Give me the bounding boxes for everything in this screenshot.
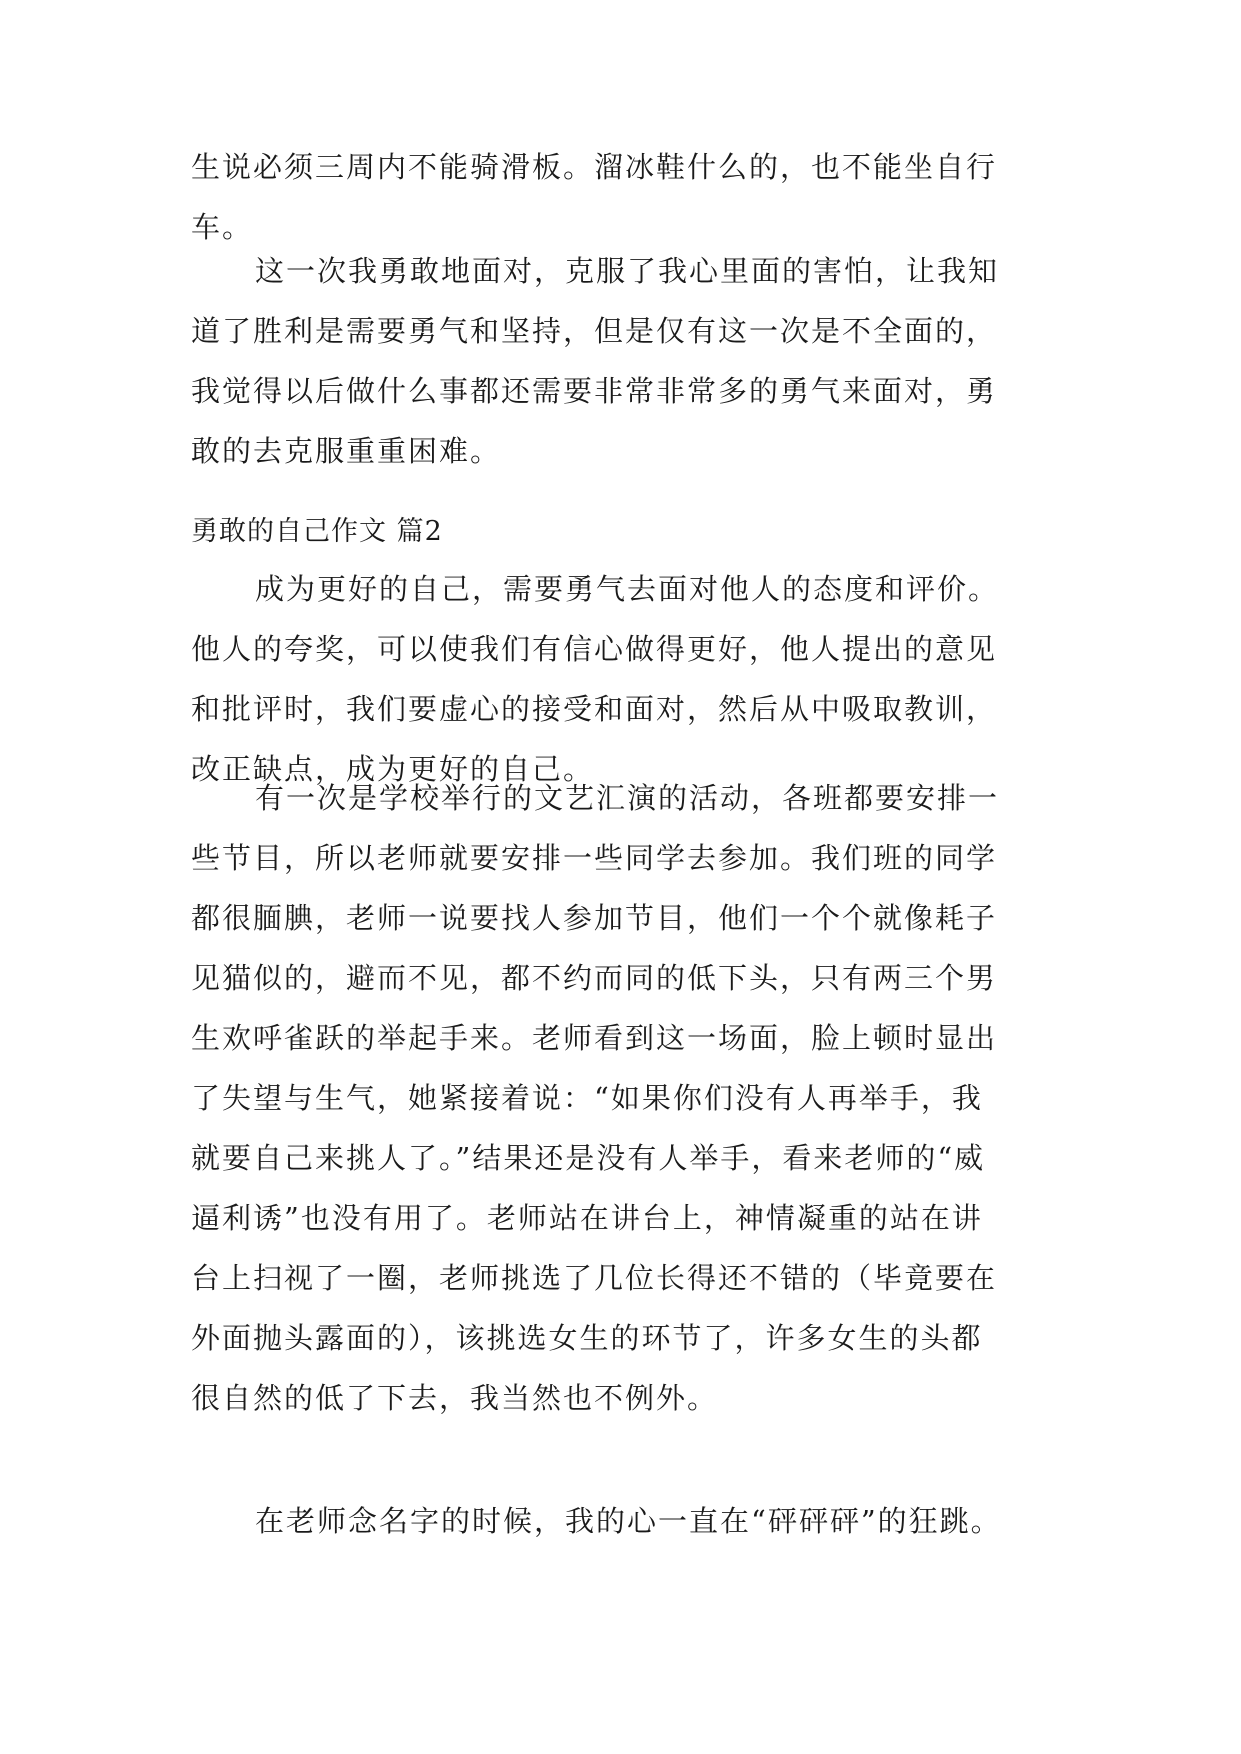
text-line: 他人的夸奖，可以使我们有信心做得更好，他人提出的意见	[191, 632, 998, 666]
text-line: 改正缺点，成为更好的自己。	[191, 752, 595, 786]
paragraph-1	[191, 559, 1071, 799]
text-line: 见猫似的，避而不见，都不约而同的低下头，只有两三个男	[191, 961, 998, 995]
text-line: 生说必须三周内不能骑滑板。溜冰鞋什么的，也不能坐自行	[191, 150, 998, 184]
text-line: 外面抛头露面的），该挑选女生的环节了，许多女生的头都	[191, 1321, 983, 1355]
text-line: 逼利诱”也没有用了。老师站在讲台上，神情凝重的站在讲	[191, 1201, 983, 1235]
text-line: 我觉得以后做什么事都还需要非常非常多的勇气来面对，勇	[191, 374, 998, 408]
text-line: 台上扫视了一圈，老师挑选了几位长得还不错的（毕竟要在	[191, 1261, 998, 1295]
text-line: 道了胜利是需要勇气和坚持，但是仅有这一次是不全面的，	[191, 314, 998, 348]
text-line: 在老师念名字的时候，我的心一直在“砰砰砰”的狂跳。	[255, 1504, 1002, 1538]
paragraph-conclusion	[191, 241, 1071, 481]
text-line: 了失望与生气，她紧接着说：“如果你们没有人再举手，我	[191, 1081, 983, 1115]
text-line: 这一次我勇敢地面对，克服了我心里面的害怕，让我知	[255, 254, 1000, 288]
paragraph-3	[191, 1491, 1071, 1551]
text-line: 车。	[191, 210, 254, 244]
paragraph-continued	[191, 137, 1071, 257]
text-line: 很自然的低了下去，我当然也不例外。	[191, 1381, 719, 1415]
section-heading	[191, 502, 1071, 562]
paragraph-2	[191, 768, 1071, 1428]
text-line: 生欢呼雀跃的举起手来。老师看到这一场面，脸上顿时显出	[191, 1021, 998, 1055]
section-title: 勇敢的自己作文 篇2	[191, 516, 443, 547]
text-line: 敢的去克服重重困难。	[191, 434, 502, 468]
text-line: 成为更好的自己，需要勇气去面对他人的态度和评价。	[255, 572, 1000, 606]
text-line: 都很腼腆，老师一说要找人参加节目，他们一个个就像耗子	[191, 901, 998, 935]
text-line: 和批评时，我们要虚心的接受和面对，然后从中吸取教训，	[191, 692, 998, 726]
text-line: 些节目，所以老师就要安排一些同学去参加。我们班的同学	[191, 841, 998, 875]
text-line: 就要自己来挑人了。”结果还是没有人举手，看来老师的“威	[191, 1141, 986, 1175]
text-line: 有一次是学校举行的文艺汇演的活动，各班都要安排一	[255, 781, 1000, 815]
